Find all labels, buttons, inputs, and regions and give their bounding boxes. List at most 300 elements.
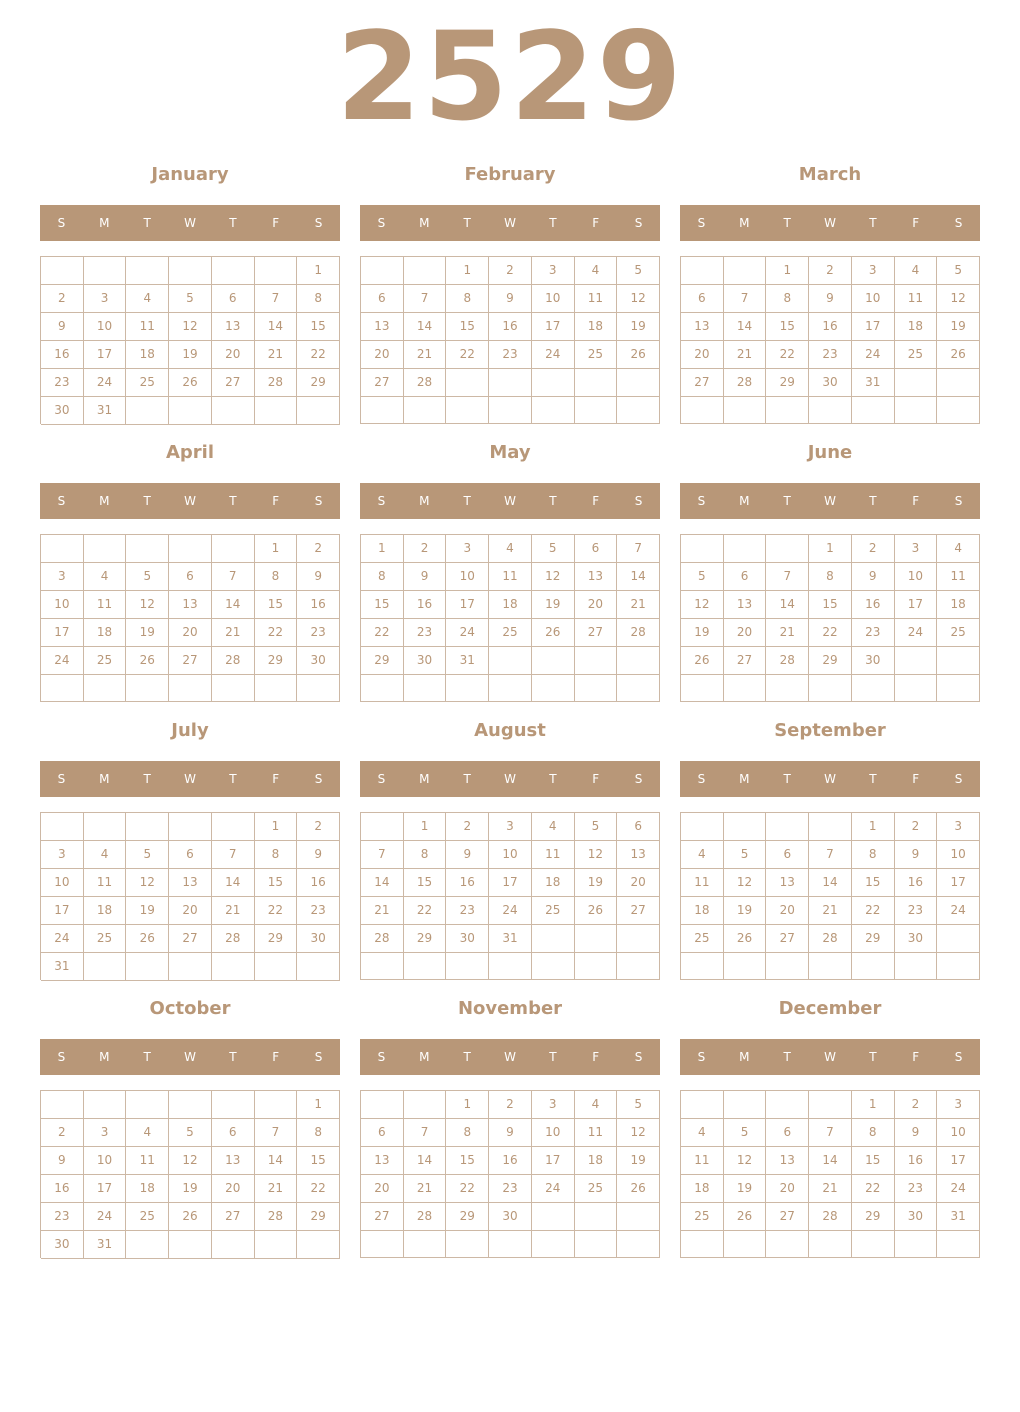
day-cell: 11 bbox=[937, 563, 980, 591]
day-cell: 21 bbox=[724, 341, 767, 369]
day-cell bbox=[617, 647, 660, 675]
weekday-label: F bbox=[912, 772, 920, 786]
day-cell: 26 bbox=[575, 897, 618, 925]
day-cell bbox=[681, 813, 724, 841]
day-cell: 3 bbox=[532, 1091, 575, 1119]
day-cell: 30 bbox=[446, 925, 489, 953]
day-cell bbox=[489, 953, 532, 980]
day-cell: 28 bbox=[617, 619, 660, 647]
day-cell bbox=[404, 953, 447, 980]
day-cell: 22 bbox=[255, 897, 298, 925]
day-cell: 18 bbox=[126, 1175, 169, 1203]
weekday-label: S bbox=[697, 1050, 706, 1064]
day-cell: 19 bbox=[617, 313, 660, 341]
day-cell bbox=[532, 1203, 575, 1231]
weekday-label: W bbox=[504, 772, 516, 786]
day-cell bbox=[297, 953, 340, 981]
day-cell bbox=[681, 953, 724, 980]
weekday-header bbox=[360, 205, 660, 241]
day-cell: 4 bbox=[84, 841, 127, 869]
weekday-label: F bbox=[272, 772, 280, 786]
weekday-label: S bbox=[697, 494, 706, 508]
day-cell bbox=[212, 1231, 255, 1259]
weekday-header bbox=[40, 483, 340, 519]
day-cell bbox=[617, 675, 660, 702]
day-cell bbox=[255, 953, 298, 981]
day-cell: 13 bbox=[681, 313, 724, 341]
day-cell bbox=[404, 257, 447, 285]
day-cell: 18 bbox=[681, 1175, 724, 1203]
day-cell: 20 bbox=[169, 619, 212, 647]
day-cell bbox=[532, 397, 575, 424]
day-cell: 21 bbox=[617, 591, 660, 619]
day-cell: 9 bbox=[895, 1119, 938, 1147]
day-cell: 22 bbox=[404, 897, 447, 925]
day-cell: 19 bbox=[169, 341, 212, 369]
day-cell: 11 bbox=[575, 285, 618, 313]
month-july bbox=[40, 719, 340, 981]
day-cell bbox=[575, 1203, 618, 1231]
day-cell: 16 bbox=[895, 869, 938, 897]
day-cell: 10 bbox=[84, 1147, 127, 1175]
weekday-label: S bbox=[377, 494, 386, 508]
weekday-label: M bbox=[99, 216, 110, 230]
weekday-label: F bbox=[912, 216, 920, 230]
day-cell: 19 bbox=[126, 897, 169, 925]
day-cell: 7 bbox=[212, 841, 255, 869]
day-cell: 17 bbox=[84, 1175, 127, 1203]
weekday-label: W bbox=[504, 216, 516, 230]
day-cell bbox=[937, 397, 980, 424]
weekday-label: T bbox=[783, 772, 791, 786]
weekday-label: T bbox=[549, 772, 557, 786]
day-cell: 15 bbox=[446, 313, 489, 341]
day-cell: 4 bbox=[532, 813, 575, 841]
day-cell: 14 bbox=[212, 869, 255, 897]
day-cell: 9 bbox=[489, 1119, 532, 1147]
day-cell bbox=[681, 675, 724, 702]
day-cell: 25 bbox=[126, 369, 169, 397]
day-cell: 14 bbox=[404, 313, 447, 341]
day-cell: 24 bbox=[532, 1175, 575, 1203]
weekday-label: T bbox=[783, 494, 791, 508]
day-cell bbox=[446, 953, 489, 980]
day-cell: 1 bbox=[766, 257, 809, 285]
day-cell: 15 bbox=[852, 1147, 895, 1175]
day-cell: 29 bbox=[361, 647, 404, 675]
day-cell bbox=[169, 397, 212, 425]
day-cell: 14 bbox=[809, 869, 852, 897]
day-cell: 6 bbox=[681, 285, 724, 313]
day-cell: 10 bbox=[446, 563, 489, 591]
day-cell: 21 bbox=[809, 897, 852, 925]
month-name: September bbox=[774, 720, 886, 741]
day-cell: 19 bbox=[724, 1175, 767, 1203]
day-cell: 30 bbox=[297, 925, 340, 953]
day-cell: 21 bbox=[766, 619, 809, 647]
weekday-header bbox=[360, 483, 660, 519]
day-cell: 3 bbox=[937, 813, 980, 841]
day-cell: 12 bbox=[126, 869, 169, 897]
day-cell bbox=[724, 1091, 767, 1119]
day-cell bbox=[84, 953, 127, 981]
month-name: December bbox=[778, 998, 882, 1019]
day-cell: 23 bbox=[852, 619, 895, 647]
day-cell: 1 bbox=[361, 535, 404, 563]
day-cell: 22 bbox=[361, 619, 404, 647]
day-cell: 4 bbox=[681, 841, 724, 869]
day-cell: 7 bbox=[404, 1119, 447, 1147]
day-cell bbox=[617, 925, 660, 953]
weekday-label: S bbox=[57, 772, 66, 786]
month-name: July bbox=[171, 720, 209, 741]
day-cell: 17 bbox=[937, 1147, 980, 1175]
weekday-label: T bbox=[143, 1050, 151, 1064]
day-cell bbox=[361, 675, 404, 702]
day-cell: 2 bbox=[41, 285, 84, 313]
day-cell: 12 bbox=[532, 563, 575, 591]
day-cell: 10 bbox=[41, 591, 84, 619]
weekday-label: T bbox=[143, 494, 151, 508]
day-cell bbox=[895, 397, 938, 424]
day-cell: 24 bbox=[446, 619, 489, 647]
weekday-label: T bbox=[783, 216, 791, 230]
day-grid bbox=[360, 256, 660, 424]
day-cell: 20 bbox=[361, 341, 404, 369]
day-cell: 22 bbox=[446, 1175, 489, 1203]
day-cell: 21 bbox=[404, 341, 447, 369]
day-cell: 30 bbox=[297, 647, 340, 675]
day-cell: 16 bbox=[446, 869, 489, 897]
day-cell bbox=[126, 257, 169, 285]
weekday-label: T bbox=[229, 216, 237, 230]
day-cell: 8 bbox=[852, 1119, 895, 1147]
weekday-label: W bbox=[184, 772, 196, 786]
day-cell: 5 bbox=[532, 535, 575, 563]
day-cell: 20 bbox=[724, 619, 767, 647]
day-cell bbox=[575, 925, 618, 953]
day-cell: 28 bbox=[404, 369, 447, 397]
day-cell: 27 bbox=[361, 369, 404, 397]
day-cell: 26 bbox=[724, 1203, 767, 1231]
day-cell: 2 bbox=[895, 1091, 938, 1119]
day-cell bbox=[489, 1231, 532, 1258]
month-september bbox=[680, 719, 980, 981]
day-cell: 8 bbox=[297, 285, 340, 313]
weekday-label: S bbox=[634, 1050, 643, 1064]
day-cell: 25 bbox=[937, 619, 980, 647]
day-cell bbox=[809, 1231, 852, 1258]
day-cell: 22 bbox=[446, 341, 489, 369]
day-cell: 15 bbox=[361, 591, 404, 619]
day-cell: 2 bbox=[297, 813, 340, 841]
weekday-label: F bbox=[272, 1050, 280, 1064]
day-cell bbox=[212, 1091, 255, 1119]
day-grid bbox=[680, 256, 980, 424]
day-cell bbox=[361, 397, 404, 424]
day-cell: 12 bbox=[617, 1119, 660, 1147]
day-cell: 6 bbox=[766, 1119, 809, 1147]
day-cell: 15 bbox=[255, 591, 298, 619]
day-cell bbox=[489, 647, 532, 675]
day-cell: 7 bbox=[809, 841, 852, 869]
day-cell: 5 bbox=[575, 813, 618, 841]
day-cell bbox=[809, 675, 852, 702]
day-cell: 23 bbox=[809, 341, 852, 369]
day-cell bbox=[617, 369, 660, 397]
weekday-label: W bbox=[824, 1050, 836, 1064]
day-cell: 2 bbox=[446, 813, 489, 841]
day-cell: 21 bbox=[404, 1175, 447, 1203]
month-august bbox=[360, 719, 660, 981]
day-cell: 21 bbox=[809, 1175, 852, 1203]
day-cell: 6 bbox=[575, 535, 618, 563]
weekday-label: M bbox=[99, 1050, 110, 1064]
day-cell: 16 bbox=[297, 591, 340, 619]
day-cell bbox=[169, 675, 212, 702]
day-cell: 10 bbox=[84, 313, 127, 341]
weekday-label: W bbox=[824, 494, 836, 508]
day-cell: 14 bbox=[212, 591, 255, 619]
month-december bbox=[680, 997, 980, 1259]
day-cell: 31 bbox=[84, 397, 127, 425]
day-cell bbox=[766, 813, 809, 841]
day-cell: 22 bbox=[297, 341, 340, 369]
day-cell bbox=[617, 1231, 660, 1258]
day-cell: 6 bbox=[212, 285, 255, 313]
day-cell: 30 bbox=[895, 925, 938, 953]
weekday-label: T bbox=[229, 772, 237, 786]
day-cell: 3 bbox=[41, 841, 84, 869]
day-cell bbox=[766, 1231, 809, 1258]
day-cell: 18 bbox=[489, 591, 532, 619]
day-cell bbox=[212, 397, 255, 425]
day-cell bbox=[724, 813, 767, 841]
weekday-header bbox=[360, 761, 660, 797]
day-cell: 26 bbox=[617, 1175, 660, 1203]
weekday-label: M bbox=[419, 216, 430, 230]
day-cell bbox=[404, 675, 447, 702]
month-name: August bbox=[474, 720, 546, 741]
weekday-label: M bbox=[419, 1050, 430, 1064]
weekday-label: S bbox=[377, 772, 386, 786]
day-cell: 24 bbox=[41, 925, 84, 953]
day-cell: 2 bbox=[489, 1091, 532, 1119]
month-march bbox=[680, 163, 980, 425]
day-cell bbox=[809, 397, 852, 424]
day-cell bbox=[532, 1231, 575, 1258]
day-cell bbox=[169, 257, 212, 285]
day-cell: 15 bbox=[852, 869, 895, 897]
day-cell: 30 bbox=[404, 647, 447, 675]
day-cell bbox=[724, 397, 767, 424]
day-cell: 16 bbox=[41, 1175, 84, 1203]
day-cell: 7 bbox=[255, 285, 298, 313]
day-cell: 5 bbox=[681, 563, 724, 591]
day-grid bbox=[680, 534, 980, 702]
day-cell: 1 bbox=[852, 1091, 895, 1119]
day-cell: 5 bbox=[724, 841, 767, 869]
day-cell bbox=[169, 535, 212, 563]
day-cell: 23 bbox=[41, 369, 84, 397]
day-cell: 26 bbox=[937, 341, 980, 369]
day-cell bbox=[575, 675, 618, 702]
day-cell: 19 bbox=[681, 619, 724, 647]
day-cell: 10 bbox=[41, 869, 84, 897]
day-cell: 16 bbox=[489, 1147, 532, 1175]
day-cell: 11 bbox=[575, 1119, 618, 1147]
day-cell bbox=[126, 953, 169, 981]
day-cell: 10 bbox=[532, 1119, 575, 1147]
day-cell bbox=[361, 953, 404, 980]
day-cell: 23 bbox=[489, 341, 532, 369]
day-cell bbox=[724, 1231, 767, 1258]
day-grid bbox=[360, 812, 660, 980]
weekday-label: S bbox=[954, 1050, 963, 1064]
day-cell: 15 bbox=[809, 591, 852, 619]
day-cell: 7 bbox=[766, 563, 809, 591]
day-cell bbox=[895, 675, 938, 702]
month-name: April bbox=[165, 442, 215, 463]
weekday-header bbox=[680, 205, 980, 241]
day-cell bbox=[575, 647, 618, 675]
day-cell: 31 bbox=[84, 1231, 127, 1259]
day-cell bbox=[852, 397, 895, 424]
day-cell: 23 bbox=[297, 619, 340, 647]
day-cell: 11 bbox=[489, 563, 532, 591]
day-cell: 29 bbox=[809, 647, 852, 675]
day-cell: 21 bbox=[212, 619, 255, 647]
day-cell bbox=[532, 925, 575, 953]
day-cell: 11 bbox=[681, 869, 724, 897]
day-cell: 11 bbox=[126, 313, 169, 341]
day-cell: 23 bbox=[446, 897, 489, 925]
weekday-label: T bbox=[549, 1050, 557, 1064]
day-cell: 17 bbox=[532, 313, 575, 341]
day-cell: 7 bbox=[255, 1119, 298, 1147]
day-cell: 5 bbox=[126, 563, 169, 591]
weekday-label: S bbox=[57, 216, 66, 230]
day-cell: 29 bbox=[852, 1203, 895, 1231]
day-cell bbox=[126, 1231, 169, 1259]
weekday-label: T bbox=[229, 494, 237, 508]
day-cell bbox=[895, 647, 938, 675]
day-cell: 25 bbox=[575, 1175, 618, 1203]
month-may bbox=[360, 441, 660, 703]
day-cell: 20 bbox=[212, 1175, 255, 1203]
day-cell: 27 bbox=[617, 897, 660, 925]
day-cell bbox=[681, 1231, 724, 1258]
day-cell bbox=[724, 953, 767, 980]
day-cell: 1 bbox=[255, 813, 298, 841]
day-cell: 10 bbox=[532, 285, 575, 313]
day-cell: 8 bbox=[404, 841, 447, 869]
day-cell: 8 bbox=[255, 841, 298, 869]
weekday-label: W bbox=[184, 216, 196, 230]
day-cell bbox=[404, 1231, 447, 1258]
day-cell: 29 bbox=[446, 1203, 489, 1231]
day-cell bbox=[532, 647, 575, 675]
day-cell: 14 bbox=[361, 869, 404, 897]
day-cell bbox=[809, 953, 852, 980]
day-cell bbox=[446, 397, 489, 424]
day-cell: 6 bbox=[617, 813, 660, 841]
day-cell bbox=[809, 1091, 852, 1119]
day-cell bbox=[126, 675, 169, 702]
day-cell bbox=[895, 1231, 938, 1258]
weekday-label: T bbox=[869, 494, 877, 508]
day-cell: 19 bbox=[937, 313, 980, 341]
day-cell: 4 bbox=[575, 1091, 618, 1119]
weekday-label: F bbox=[592, 772, 600, 786]
day-cell: 9 bbox=[297, 563, 340, 591]
day-cell: 29 bbox=[255, 647, 298, 675]
day-cell: 3 bbox=[532, 257, 575, 285]
weekday-header bbox=[40, 205, 340, 241]
day-cell: 27 bbox=[361, 1203, 404, 1231]
day-cell: 13 bbox=[212, 313, 255, 341]
day-cell: 3 bbox=[446, 535, 489, 563]
day-cell: 12 bbox=[575, 841, 618, 869]
weekday-label: S bbox=[954, 216, 963, 230]
day-grid bbox=[40, 812, 340, 980]
day-cell: 13 bbox=[766, 1147, 809, 1175]
day-cell: 5 bbox=[617, 1091, 660, 1119]
day-cell: 8 bbox=[446, 1119, 489, 1147]
day-cell bbox=[255, 675, 298, 702]
day-cell: 4 bbox=[937, 535, 980, 563]
day-cell: 15 bbox=[446, 1147, 489, 1175]
day-cell bbox=[575, 369, 618, 397]
day-cell bbox=[489, 675, 532, 702]
day-cell: 18 bbox=[575, 1147, 618, 1175]
weekday-label: T bbox=[229, 1050, 237, 1064]
day-cell bbox=[809, 813, 852, 841]
weekday-label: T bbox=[783, 1050, 791, 1064]
month-name: February bbox=[464, 164, 556, 185]
weekday-label: W bbox=[184, 1050, 196, 1064]
day-cell bbox=[404, 397, 447, 424]
weekday-label: F bbox=[272, 216, 280, 230]
day-cell: 27 bbox=[169, 647, 212, 675]
day-cell: 19 bbox=[126, 619, 169, 647]
day-cell: 11 bbox=[126, 1147, 169, 1175]
day-cell: 24 bbox=[937, 1175, 980, 1203]
day-cell bbox=[126, 535, 169, 563]
day-cell bbox=[852, 953, 895, 980]
day-cell: 21 bbox=[212, 897, 255, 925]
day-cell: 10 bbox=[937, 841, 980, 869]
weekday-label: F bbox=[272, 494, 280, 508]
day-cell: 9 bbox=[809, 285, 852, 313]
day-cell: 25 bbox=[532, 897, 575, 925]
day-cell: 25 bbox=[126, 1203, 169, 1231]
day-cell: 26 bbox=[532, 619, 575, 647]
day-cell: 13 bbox=[361, 1147, 404, 1175]
day-cell bbox=[446, 369, 489, 397]
day-cell: 29 bbox=[852, 925, 895, 953]
weekday-label: M bbox=[739, 1050, 750, 1064]
day-cell: 19 bbox=[532, 591, 575, 619]
day-cell: 4 bbox=[681, 1119, 724, 1147]
weekday-label: S bbox=[314, 216, 323, 230]
day-cell bbox=[937, 953, 980, 980]
month-november bbox=[360, 997, 660, 1259]
day-cell: 28 bbox=[212, 647, 255, 675]
day-cell: 2 bbox=[489, 257, 532, 285]
month-name: January bbox=[151, 164, 229, 185]
day-cell: 22 bbox=[766, 341, 809, 369]
